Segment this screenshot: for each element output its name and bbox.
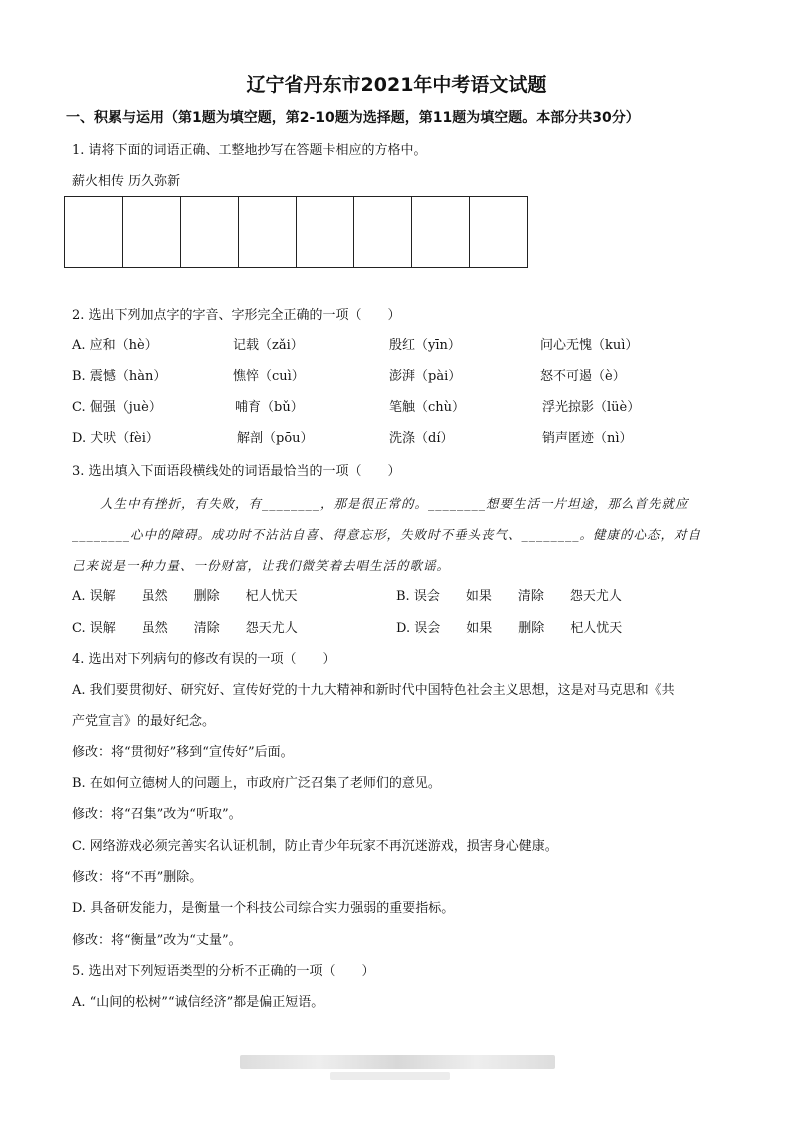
- blurred-footer-sub: [330, 1072, 450, 1080]
- q3-option: D. 误会 如果 删除 杞人忧天: [396, 621, 623, 636]
- q4-line: 修改：将“贯彻好”移到“宣传好”后面。: [72, 745, 294, 760]
- q3-option: C. 误解 虽然 清除 怨天尤人: [72, 621, 298, 636]
- q2-option-cell: 澎湃（pài）: [389, 369, 462, 384]
- q2-option-cell: 笔触（chù）: [389, 400, 466, 415]
- q4-line: 修改：将“不再”删除。: [72, 870, 203, 885]
- grid-cell[interactable]: [412, 197, 470, 267]
- question-2-stem: 2. 选出下列加点字的字音、字形完全正确的一项（ ）: [72, 308, 401, 323]
- q3-passage-line: 人生中有挫折，有失败，有________，那是很正常的。________想要生活一片坦途，那么首先就应: [100, 496, 689, 511]
- q2-option-cell: 浮光掠影（lüè）: [542, 400, 641, 415]
- grid-cell[interactable]: [297, 197, 355, 267]
- question-1-words: 薪火相传 历久弥新: [72, 174, 181, 189]
- grid-cell[interactable]: [181, 197, 239, 267]
- q4-line: D. 具备研发能力，是衡量一个科技公司综合实力强弱的重要指标。: [72, 901, 455, 916]
- q3-passage-line: ________心中的障碍。成功时不沾沾自喜、得意忘形，失败时不垂头丧气、________。健康的心态，对自: [72, 527, 702, 542]
- q4-line: A. 我们要贯彻好、研究好、宣传好党的十九大精神和新时代中国特色社会主义思想，这是对马克思和《共: [72, 683, 675, 698]
- q4-line: B. 在如何立德树人的问题上，市政府广泛召集了老师们的意见。: [72, 776, 441, 791]
- q4-line: 修改：将“衡量”改为“丈量”。: [72, 933, 242, 948]
- q2-option-cell: B. 震憾（hàn）: [72, 369, 167, 384]
- q4-line: 产党宣言》的最好纪念。: [72, 714, 216, 729]
- page-title: 辽宁省丹东市2021年中考语文试题: [246, 74, 547, 96]
- q2-option-cell: 哺育（bǔ）: [235, 400, 304, 415]
- answer-grid[interactable]: [64, 196, 528, 268]
- q3-option: A. 误解 虽然 删除 杞人忧天: [72, 589, 298, 604]
- q5-line: A. “山间的松树”“诚信经济”都是偏正短语。: [72, 995, 325, 1010]
- grid-cell[interactable]: [65, 197, 123, 267]
- question-5-stem: 5. 选出对下列短语类型的分析不正确的一项（ ）: [72, 964, 375, 979]
- question-3-stem: 3. 选出填入下面语段横线处的词语最恰当的一项（ ）: [72, 464, 401, 479]
- grid-cell[interactable]: [123, 197, 181, 267]
- q2-option-cell: 问心无愧（kuì）: [540, 338, 639, 353]
- section-heading: 一、积累与运用（第1题为填空题，第2-10题为选择题，第11题为填空题。本部分共30分）: [66, 110, 640, 126]
- q2-option-cell: 怒不可遏（è）: [540, 369, 626, 384]
- q2-option-cell: 记载（zǎi）: [233, 338, 304, 353]
- grid-cell[interactable]: [239, 197, 297, 267]
- grid-cell[interactable]: [470, 197, 527, 267]
- q3-option: B. 误会 如果 清除 怨天尤人: [396, 589, 622, 604]
- q3-passage-line: 己来说是一种力量、一份财富，让我们微笑着去唱生活的歌谣。: [72, 558, 451, 573]
- q2-option-cell: C. 倔强（juè）: [72, 400, 162, 415]
- q2-option-cell: 解剖（pōu）: [237, 431, 314, 446]
- q2-option-cell: D. 犬吠（fèi）: [72, 431, 159, 446]
- q2-option-cell: 销声匿迹（nì）: [542, 431, 633, 446]
- q2-option-cell: 殷红（yīn）: [389, 338, 461, 353]
- q2-option-cell: A. 应和（hè）: [72, 338, 158, 353]
- question-1-stem: 1. 请将下面的词语正确、工整地抄写在答题卡相应的方格中。: [72, 143, 427, 158]
- q4-line: 修改：将“召集”改为“听取”。: [72, 807, 242, 822]
- grid-cell[interactable]: [354, 197, 412, 267]
- question-4-stem: 4. 选出对下列病句的修改有误的一项（ ）: [72, 652, 336, 667]
- q4-line: C. 网络游戏必须完善实名认证机制，防止青少年玩家不再沉迷游戏，损害身心健康。: [72, 839, 558, 854]
- blurred-footer: [240, 1055, 555, 1069]
- q2-option-cell: 洗涤（dí）: [389, 431, 454, 446]
- q2-option-cell: 憔悴（cuì）: [233, 369, 305, 384]
